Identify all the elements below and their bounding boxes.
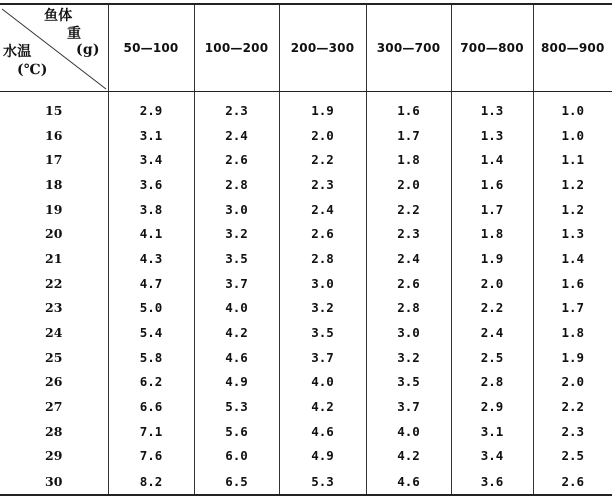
value-cell: 2.6 — [194, 147, 279, 172]
value-cell: 1.4 — [533, 246, 612, 271]
table-row — [0, 271, 612, 296]
water-temp-label: 水温 — [3, 44, 32, 60]
value-cell: 8.2 — [108, 468, 194, 495]
value-cell: 5.6 — [194, 419, 279, 444]
celsius-unit-label: (℃) — [17, 62, 48, 78]
value-cell: 2.0 — [451, 271, 533, 296]
temperature-cell: 19 — [45, 201, 63, 217]
value-cell: 2.6 — [366, 271, 451, 296]
temperature-cell: 29 — [45, 448, 63, 464]
column-header: 50—100 — [108, 4, 194, 92]
value-cell: 3.7 — [279, 345, 366, 370]
value-cell: 4.2 — [366, 444, 451, 469]
table-row — [0, 246, 612, 271]
value-cell: 1.2 — [533, 172, 612, 197]
value-cell: 1.9 — [279, 92, 366, 123]
value-cell: 4.0 — [366, 419, 451, 444]
table-row — [0, 123, 612, 148]
value-cell: 3.0 — [366, 320, 451, 345]
table-row — [0, 345, 612, 370]
value-cell: 4.7 — [108, 271, 194, 296]
value-cell: 1.9 — [451, 246, 533, 271]
value-cell: 4.9 — [194, 370, 279, 395]
value-cell: 3.2 — [279, 296, 366, 321]
value-cell: 5.8 — [108, 345, 194, 370]
value-cell: 3.4 — [108, 147, 194, 172]
value-cell: 3.6 — [108, 172, 194, 197]
value-cell: 1.3 — [451, 123, 533, 148]
value-cell: 1.7 — [533, 296, 612, 321]
table-row — [0, 468, 612, 495]
value-cell: 1.0 — [533, 92, 612, 123]
value-cell: 3.2 — [366, 345, 451, 370]
value-cell: 2.8 — [194, 172, 279, 197]
temperature-cell: 18 — [45, 176, 63, 192]
value-cell: 1.2 — [533, 197, 612, 222]
value-cell: 4.0 — [279, 370, 366, 395]
value-cell: 5.3 — [279, 468, 366, 495]
table-row — [0, 444, 612, 469]
table-row — [0, 394, 612, 419]
value-cell: 3.8 — [108, 197, 194, 222]
value-cell: 5.4 — [108, 320, 194, 345]
value-cell: 1.8 — [451, 221, 533, 246]
table-row — [0, 320, 612, 345]
temperature-cell: 23 — [45, 300, 63, 316]
value-cell: 4.6 — [194, 345, 279, 370]
temperature-cell: 28 — [45, 423, 63, 439]
value-cell: 6.5 — [194, 468, 279, 495]
value-cell: 1.3 — [451, 92, 533, 123]
temperature-cell: 30 — [0, 468, 108, 495]
value-cell: 3.7 — [194, 271, 279, 296]
value-cell: 3.0 — [194, 197, 279, 222]
temperature-cell: 22 — [45, 275, 63, 291]
value-cell: 5.0 — [108, 296, 194, 321]
table-row — [0, 419, 612, 444]
value-cell: 3.5 — [366, 370, 451, 395]
value-cell: 2.8 — [366, 296, 451, 321]
value-cell: 2.8 — [279, 246, 366, 271]
value-cell: 2.3 — [366, 221, 451, 246]
value-cell: 4.9 — [279, 444, 366, 469]
value-cell: 2.4 — [279, 197, 366, 222]
value-cell: 2.2 — [279, 147, 366, 172]
value-cell: 3.1 — [108, 123, 194, 148]
temperature-cell: 24 — [45, 325, 63, 341]
temperature-cell: 25 — [45, 349, 63, 365]
header-row — [0, 4, 612, 92]
value-cell: 2.0 — [533, 370, 612, 395]
column-header: 800—900 — [533, 4, 612, 92]
value-cell: 1.6 — [366, 92, 451, 123]
gram-unit-label: (g) — [76, 42, 100, 58]
value-cell: 3.0 — [279, 271, 366, 296]
value-cell: 1.8 — [366, 147, 451, 172]
value-cell: 3.4 — [451, 444, 533, 469]
value-cell: 2.3 — [533, 419, 612, 444]
value-cell: 2.9 — [108, 92, 194, 123]
value-cell: 2.2 — [451, 296, 533, 321]
value-cell: 4.1 — [108, 221, 194, 246]
column-header: 300—700 — [366, 4, 451, 92]
temperature-cell: 27 — [45, 399, 63, 415]
column-header: 100—200 — [194, 4, 279, 92]
column-header: 200—300 — [279, 4, 366, 92]
value-cell: 2.0 — [279, 123, 366, 148]
value-cell: 2.2 — [366, 197, 451, 222]
feeding-rate-table — [0, 3, 612, 496]
value-cell: 2.6 — [279, 221, 366, 246]
table-row — [0, 92, 612, 123]
temperature-cell: 16 — [45, 127, 63, 143]
value-cell: 1.1 — [533, 147, 612, 172]
value-cell: 2.4 — [194, 123, 279, 148]
value-cell: 1.9 — [533, 345, 612, 370]
value-cell: 2.6 — [533, 468, 612, 495]
value-cell: 2.4 — [451, 320, 533, 345]
temperature-cell: 21 — [45, 250, 63, 266]
value-cell: 2.3 — [194, 92, 279, 123]
value-cell: 7.1 — [108, 419, 194, 444]
weight-char-label: 重 — [67, 26, 82, 42]
value-cell: 6.6 — [108, 394, 194, 419]
table-row — [0, 370, 612, 395]
value-cell: 4.6 — [279, 419, 366, 444]
value-cell: 4.3 — [108, 246, 194, 271]
value-cell: 4.6 — [366, 468, 451, 495]
value-cell: 1.0 — [533, 123, 612, 148]
temperature-cell: 15 — [45, 102, 63, 118]
value-cell: 1.3 — [533, 221, 612, 246]
value-cell: 4.2 — [194, 320, 279, 345]
value-cell: 1.7 — [451, 197, 533, 222]
value-cell: 4.2 — [279, 394, 366, 419]
value-cell: 2.5 — [451, 345, 533, 370]
value-cell: 5.3 — [194, 394, 279, 419]
value-cell: 2.5 — [533, 444, 612, 469]
value-cell: 1.6 — [451, 172, 533, 197]
temperature-cell: 26 — [45, 374, 63, 390]
value-cell: 3.6 — [451, 468, 533, 495]
value-cell: 3.2 — [194, 221, 279, 246]
value-cell: 2.8 — [451, 370, 533, 395]
value-cell: 1.4 — [451, 147, 533, 172]
table-row — [0, 221, 612, 246]
value-cell: 6.0 — [194, 444, 279, 469]
value-cell: 3.5 — [279, 320, 366, 345]
column-header: 700—800 — [451, 4, 533, 92]
temperature-cell: 20 — [45, 226, 63, 242]
table-row — [0, 296, 612, 321]
corner-header — [0, 4, 108, 92]
value-cell: 1.8 — [533, 320, 612, 345]
value-cell: 3.7 — [366, 394, 451, 419]
value-cell: 2.2 — [533, 394, 612, 419]
value-cell: 2.9 — [451, 394, 533, 419]
value-cell: 3.5 — [194, 246, 279, 271]
value-cell: 2.3 — [279, 172, 366, 197]
fish-weight-label: 鱼体 — [44, 8, 73, 24]
value-cell: 2.4 — [366, 246, 451, 271]
table-row — [0, 147, 612, 172]
table-row — [0, 197, 612, 222]
value-cell: 7.6 — [108, 444, 194, 469]
table-row — [0, 172, 612, 197]
value-cell: 2.0 — [366, 172, 451, 197]
value-cell: 4.0 — [194, 296, 279, 321]
table-body — [0, 92, 612, 496]
value-cell: 3.1 — [451, 419, 533, 444]
value-cell: 1.7 — [366, 123, 451, 148]
value-cell: 1.6 — [533, 271, 612, 296]
temperature-cell: 17 — [45, 152, 63, 168]
value-cell: 6.2 — [108, 370, 194, 395]
